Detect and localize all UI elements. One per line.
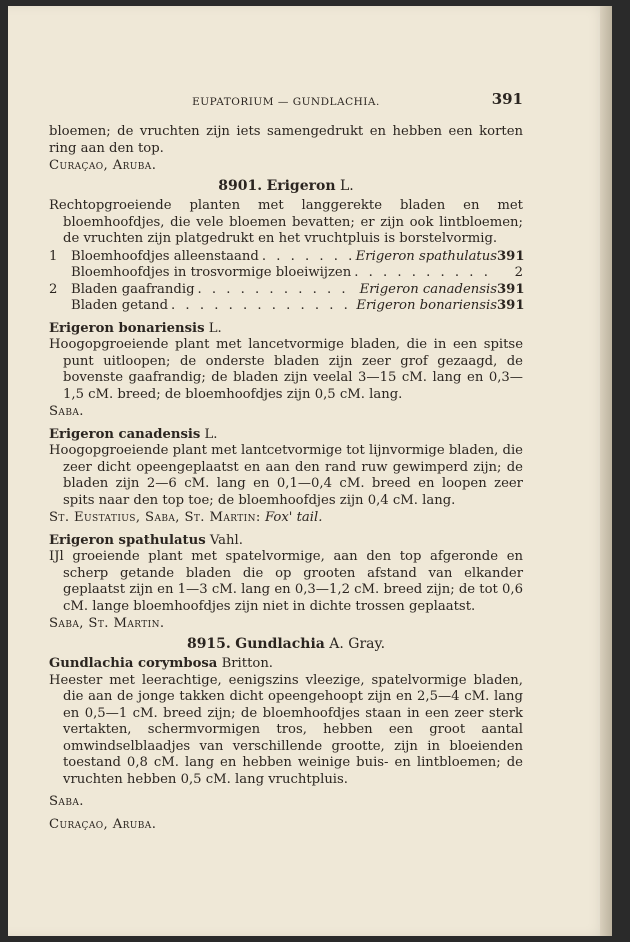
species-name: Erigeron canadensis	[49, 426, 201, 442]
species-regions: Saba, St. Martin.	[49, 616, 165, 631]
species-regions: Curaçao, Aruba.	[49, 816, 157, 832]
species-heading	[49, 656, 523, 673]
intro-paragraph: bloemen; de vruchten zijn iets samengedrukt en hebben een korten ring aan den top.	[49, 124, 523, 156]
key-page: 2	[514, 265, 523, 280]
species-name: Erigeron bonariensis	[49, 320, 205, 336]
key-text: Bladen getand	[71, 298, 169, 313]
page-number: 391	[491, 90, 523, 108]
species-author: L.	[204, 426, 218, 442]
key-page: 391	[497, 248, 525, 264]
species-regions: Saba.	[49, 794, 84, 809]
genus-description: Rechtopgroeiende planten met langgerekte bladen en met bloemhoofdjes, die vele bloemen bevatten; er zijn ook lintbloemen; de vruchten zijn platgedrukt en het vruchtpluis is borstelvormig.	[49, 198, 523, 246]
species-name: Erigeron spathulatus	[49, 532, 206, 548]
key-target: Erigeron bonariensis	[356, 298, 497, 313]
key-text: Bloemhoofdjes alleenstaand	[71, 248, 259, 264]
genus-heading-erigeron	[49, 178, 523, 195]
key-target: Erigeron canadensis	[359, 281, 497, 297]
genus-name: Erigeron	[266, 177, 336, 194]
vernacular-name: Fox' tail.	[264, 510, 323, 525]
species-regions: Saba.	[49, 404, 84, 419]
species-description: Hoogopgroeiende plant met lancetvormige bladen, die in een spitse punt uitloopen; de onderste bladen zijn zeer grof gezaagd, de bovenste gaafrandig; de bladen zijn veelal 3—15 cM. lang en 0,3—1,5 cM. breed; de bloemhoofdjes zijn 0,5 cM. lang.	[49, 337, 523, 402]
intro-regions: Curaçao, Aruba.	[49, 158, 157, 173]
identification-key	[49, 249, 523, 315]
genus-author: A. Gray.	[329, 635, 386, 652]
species-regions-line	[49, 510, 523, 527]
key-page: 391	[497, 298, 525, 313]
key-target: Erigeron spathulatus	[355, 248, 497, 264]
genus-heading-gundlachia	[49, 636, 523, 653]
species-author: Vahl.	[209, 532, 243, 548]
species-name: Gundlachia corymbosa	[49, 656, 218, 671]
key-row	[49, 249, 523, 266]
key-row	[49, 298, 523, 315]
running-head: EUPATORIUM — GUNDLACHIA.	[192, 96, 380, 108]
key-row	[49, 282, 523, 299]
genus-author: L.	[339, 177, 354, 194]
key-page: 391	[497, 281, 525, 297]
key-text: Bloemhoofdjes in trosvormige bloeiwijzen	[71, 265, 352, 280]
key-text: Bladen gaafrandig	[71, 281, 195, 297]
species-regions: St. Eustatius, Saba, St. Martin:	[49, 510, 261, 525]
genus-number: 8901.	[218, 177, 263, 194]
species-description: Heester met leerachtige, eenigszins vleezige, spatelvormige bladen, die aan de jonge takken dicht opeengehoopt zijn en 2,5—4 cM. lang en 0,5—1 cM. breed zijn; de bloemhoofdjes staan in een zeer sterk vertakten, schermvormigen tros, hebben een groot aantal omwindselblaadjes van verschillende grootte, zijn in bloeienden toestand 0,8 cM. lang en hebben weinige buis- en lintbloemen; de vruchten hebben 0,5 cM. lang vruchtpluis.	[49, 672, 523, 787]
key-leader-dots	[171, 298, 353, 315]
species-author: L.	[208, 320, 222, 336]
page-spine-shadow	[600, 6, 612, 936]
species-heading	[49, 427, 523, 444]
page-header	[49, 90, 523, 110]
species-heading	[49, 533, 523, 550]
key-number: 1	[49, 248, 58, 264]
species-author: Britton.	[221, 656, 273, 671]
key-leader-dots	[354, 265, 494, 282]
species-heading	[49, 321, 523, 338]
key-number: 2	[49, 281, 58, 297]
species-description: Hoogopgroeiende plant met lantcetvormige tot lijnvormige bladen, die zeer dicht opeengeplaatst en aan den rand ruw gewimperd zijn; de bladen zijn 2—6 cM. lang en 0,1—0,4 cM. breed en loopen zeer spits naar den top toe; de bloemhoofdjes zijn 0,4 cM. lang.	[49, 443, 523, 508]
species-description: IJl groeiende plant met spatelvormige, aan den top afgeronde en scherp getande bladen die op grooten afstand van elkander geplaatst zijn en 1—3 cM. lang en 0,3—1,2 cM. breed zijn; de tot 0,6 cM. lange bloemhoofdjes zijn niet in dichte trossen geplaatst.	[49, 549, 523, 614]
genus-name: Gundlachia	[235, 635, 325, 652]
genus-number: 8915.	[186, 635, 231, 652]
key-leader-dots	[262, 249, 353, 266]
key-leader-dots	[198, 282, 357, 299]
book-page	[8, 6, 612, 936]
key-row	[49, 265, 523, 282]
